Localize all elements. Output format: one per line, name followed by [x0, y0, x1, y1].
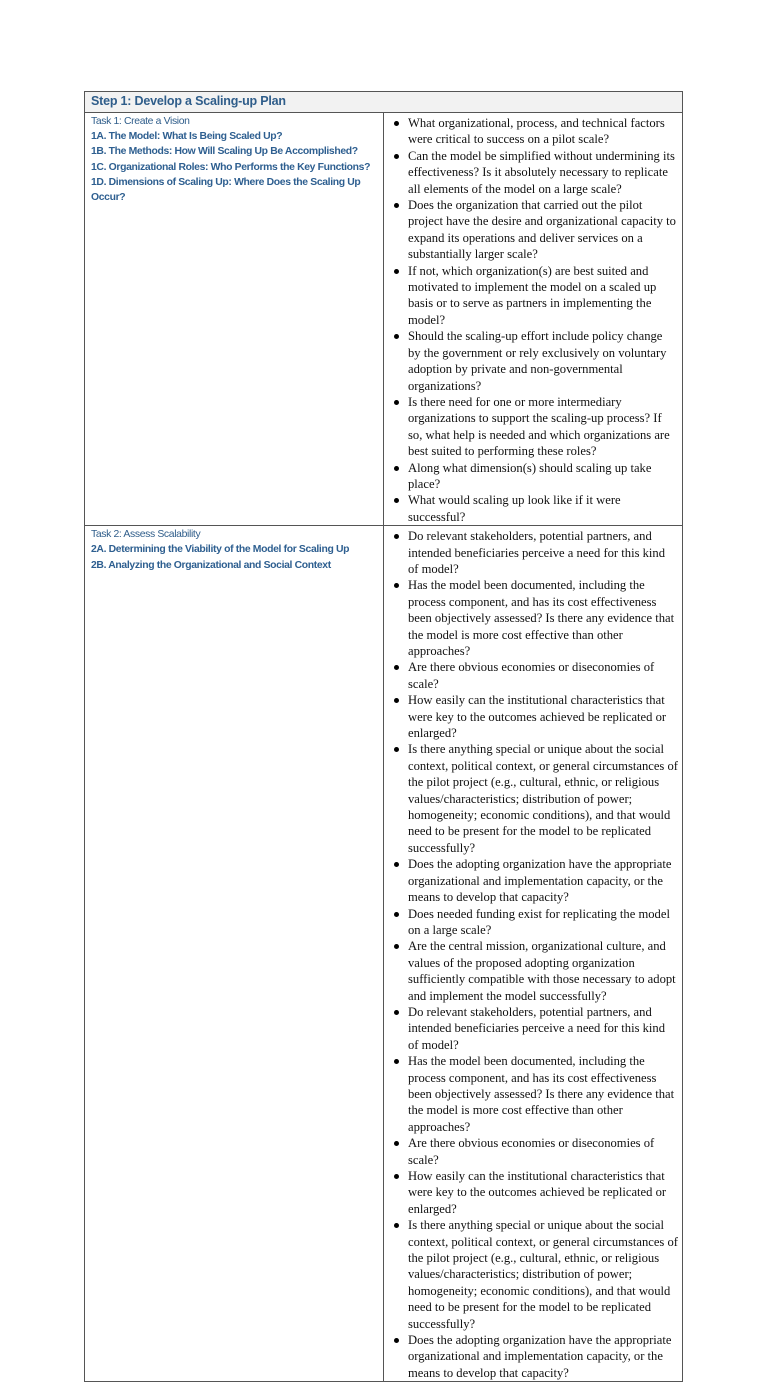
task-title: Task 1: Create a Vision: [91, 116, 190, 127]
task-cell: [85, 113, 384, 526]
question-text: How easily can the institutional characteristics that were key to the outcomes achieved be replicated or enlarged?: [408, 693, 667, 741]
bullet-icon: [394, 466, 399, 471]
questions-cell: [384, 526, 683, 1382]
question-list: [384, 526, 682, 1381]
question-text: If not, which organization(s) are best suited and motivated to implement the model on a scaled up basis or to serve as partners in implementing the model?: [408, 263, 657, 327]
question-text: What would scaling up look like if it were successful?: [408, 493, 621, 524]
questions-cell: [384, 113, 683, 526]
question-text: Do relevant stakeholders, potential partners, and intended beneficiaries perceive a need for this kind of model?: [408, 1004, 666, 1052]
question-text: Does the organization that carried out the pilot project have the desire and organizational capacity to expand its operations and deliver services on a substantially larger scale?: [408, 198, 676, 262]
question-text: Are there obvious economies or diseconomies of scale?: [408, 660, 655, 691]
task-item: 1B. The Methods: How Will Scaling Up Be Accomplished?: [91, 146, 358, 158]
question-text: Does the adopting organization have the appropriate organizational and implementation capacity, or the means to develop that capacity?: [408, 1333, 672, 1380]
task-title: Task 2: Assess Scalability: [91, 529, 201, 541]
list-item: [389, 1135, 678, 1168]
list-item: [389, 1004, 678, 1053]
bullet-icon: [394, 944, 399, 949]
question-text: Can the model be simplified without undermining its effectiveness? Is it absolutely necessary to replicate all elements of the model on a large scale?: [408, 148, 675, 196]
question-text: What organizational, process, and technical factors were critical to success on a pilot scale?: [408, 116, 665, 147]
bullet-icon: [394, 269, 399, 274]
task-item: 2A. Determining the Viability of the Model for Scaling Up: [91, 544, 350, 556]
question-text: Has the model been documented, including the process component, and has its cost effectiveness been objectively assessed? Is there any evidence that the model is more cost effective than other approaches?: [408, 578, 675, 658]
bullet-icon: [394, 747, 399, 752]
bullet-icon: [394, 534, 399, 539]
bullet-icon: [394, 912, 399, 917]
list-item: [389, 659, 678, 692]
bullet-icon: [394, 121, 399, 126]
bullet-icon: [394, 1338, 399, 1343]
table-header-row: [85, 92, 683, 113]
bullet-icon: [394, 583, 399, 588]
question-text: Do relevant stakeholders, potential partners, and intended beneficiaries perceive a need for this kind of model?: [408, 529, 666, 576]
question-text: Are the central mission, organizational culture, and values of the proposed adopting organization sufficiently compatible with those necessary to adopt and implement the model successfully?: [408, 939, 676, 1003]
list-item: [389, 1168, 678, 1217]
question-text: Should the scaling-up effort include policy change by the government or rely exclusively on voluntary adoption by private and non-governmental organizations?: [408, 329, 667, 393]
bullet-icon: [394, 862, 399, 867]
bullet-icon: [394, 1223, 399, 1228]
list-item: [389, 1053, 678, 1135]
list-item: [389, 197, 678, 263]
bullet-icon: [394, 698, 399, 703]
list-item: [389, 394, 678, 460]
list-item: [389, 492, 678, 525]
question-text: Is there anything special or unique about the social context, political context, or general circumstances of the pilot project (e.g., cultural, ethnic, or religious values/characteristics; distribution of power; homogeneity; economic conditions), and that would need to be present for the model to be replicated successfully?: [408, 742, 678, 855]
bullet-icon: [394, 1059, 399, 1064]
task-item: 1C. Organizational Roles: Who Performs the Key Functions?: [91, 161, 371, 173]
task-row: [85, 526, 683, 1382]
question-list: [384, 113, 682, 525]
question-text: Does needed funding exist for replicating the model on a large scale?: [408, 906, 670, 937]
bullet-icon: [394, 1010, 399, 1015]
list-item: [389, 1217, 678, 1332]
list-item: [389, 692, 678, 741]
list-item: [389, 906, 678, 939]
list-item: [389, 528, 678, 577]
list-item: [389, 148, 678, 197]
task-row: [85, 113, 683, 526]
bullet-icon: [394, 334, 399, 339]
bullet-icon: [394, 498, 399, 503]
question-text: Does the adopting organization have the appropriate organizational and implementation capacity, or the means to develop that capacity?: [408, 857, 672, 905]
list-item: [389, 1332, 678, 1381]
list-item: [389, 328, 678, 394]
bullet-icon: [394, 154, 399, 159]
question-text: How easily can the institutional characteristics that were key to the outcomes achieved be replicated or enlarged?: [408, 1169, 667, 1216]
question-text: Is there anything special or unique about the social context, political context, or general circumstances of the pilot project (e.g., cultural, ethnic, or religious values/characteristics; distribution of power; homogeneity; economic conditions), and that would need to be present for the model to be replicated successfully?: [408, 1218, 678, 1331]
list-item: [389, 741, 678, 856]
bullet-icon: [394, 665, 399, 670]
list-item: [389, 263, 678, 329]
question-text: Is there need for one or more intermediary organizations to support the scaling-up process? If so, what help is needed and which organizations are best suited to performing these roles?: [408, 394, 670, 459]
task-item: 2B. Analyzing the Organizational and Social Context: [91, 559, 331, 571]
list-item: [389, 460, 678, 493]
bullet-icon: [394, 400, 399, 405]
bullet-icon: [394, 1174, 399, 1179]
task-item: 1D. Dimensions of Scaling Up: Where Does the Scaling Up Occur?: [91, 176, 361, 204]
list-item: [389, 938, 678, 1004]
bullet-icon: [394, 1141, 399, 1146]
list-item: [389, 577, 678, 659]
step-title: Step 1: Develop a Scaling-up Plan: [85, 92, 683, 113]
list-item: [389, 856, 678, 905]
task-cell: [85, 526, 384, 1382]
task-item: 1A. The Model: What Is Being Scaled Up?: [91, 131, 283, 143]
question-text: Along what dimension(s) should scaling up take place?: [408, 460, 652, 491]
question-text: Are there obvious economies or diseconomies of scale?: [408, 1136, 655, 1167]
list-item: [389, 115, 678, 148]
question-text: Has the model been documented, including the process component, and has its cost effectiveness been objectively assessed? Is there any evidence that the model is more cost effective than other approaches?: [408, 1054, 675, 1134]
bullet-icon: [394, 203, 399, 208]
scaling-plan-table: [84, 91, 683, 1382]
